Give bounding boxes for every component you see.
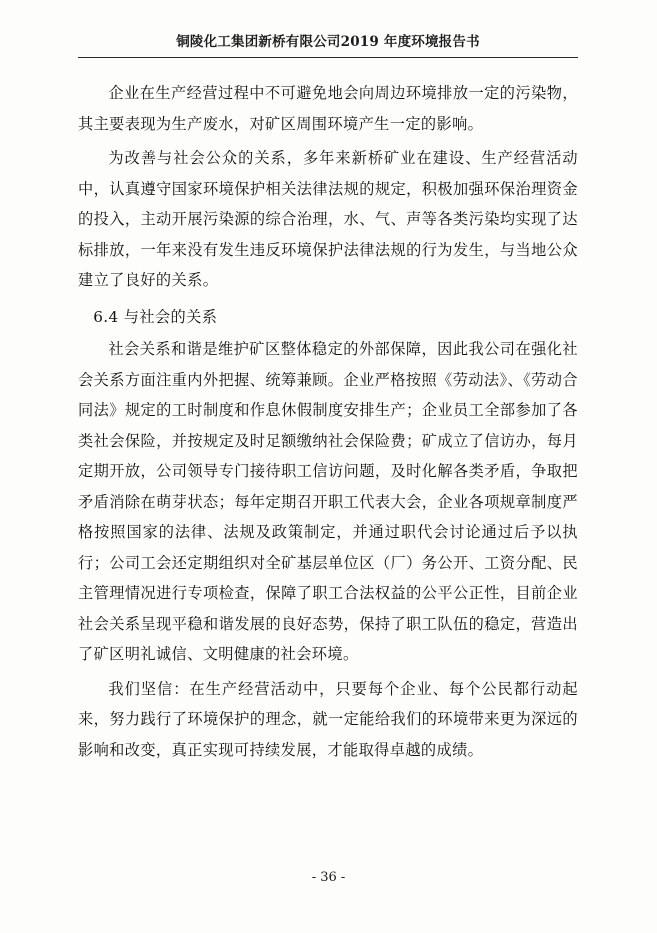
- paragraph: 为改善与社会公众的关系，多年来新桥矿业在建设、生产经营活动中，认真遵守国家环境保护相关法律法规的规定，积极加强环保治理资金的投入，主动开展污染源的综合治理，水、气、声等各类污染均实现了达标排放，一年来没有发生违反环境保护法律法规的行为发生，与当地公众建立了良好的关系。: [78, 149, 578, 289]
- page-content: [78, 30, 578, 769]
- section-heading-6-4: 6.4 与社会的关系: [93, 307, 218, 326]
- paragraph: 社会关系和谐是维护矿区整体稳定的外部保障，因此我公司在强化社会关系方面注重内外把握、统筹兼顾。企业严格按照《劳动法》、《劳动合同法》规定的工时制度和作息休假制度安排生产；企业员工全部参加了各类社会保险，并按规定及时足额缴纳社会保险费；矿成立了信访办，每月定期开放，公司领导专门接待职工信访问题，及时化解各类矛盾，争取把矛盾消除在萌芽状态；每年定期召开职工代表大会，企业各项规章制度严格按照国家的法律、法规及政策制定，并通过职代会讨论通过后予以执行；公司工会还定期组织对全矿基层单位区（厂）务公开、工资分配、民主管理情况进行专项检查，保障了职工合法权益的公平公正性，目前企业社会关系呈现平稳和谐发展的良好态势，保持了职工队伍的稳定，营造出了矿区明礼诚信、文明健康的社会环境。: [78, 340, 578, 663]
- paragraph: 我们坚信：在生产经营活动中，只要每个企业、每个公民都行动起来，努力践行了环境保护的理念，就一定能给我们的环境带来更为深远的影响和改变，真正实现可持续发展，才能取得卓越的成绩。: [78, 679, 578, 759]
- body-text: [78, 78, 578, 765]
- header-divider: [78, 57, 578, 58]
- paragraph: 企业在生产经营过程中不可避免地会向周边环境排放一定的污染物，其主要表现为生产废水，对矿区周围环境产生一定的影响。: [78, 84, 578, 133]
- page-number: - 36 -: [311, 870, 346, 885]
- page-header: 铜陵化工集团新桥有限公司2019 年度环境报告书: [176, 34, 480, 50]
